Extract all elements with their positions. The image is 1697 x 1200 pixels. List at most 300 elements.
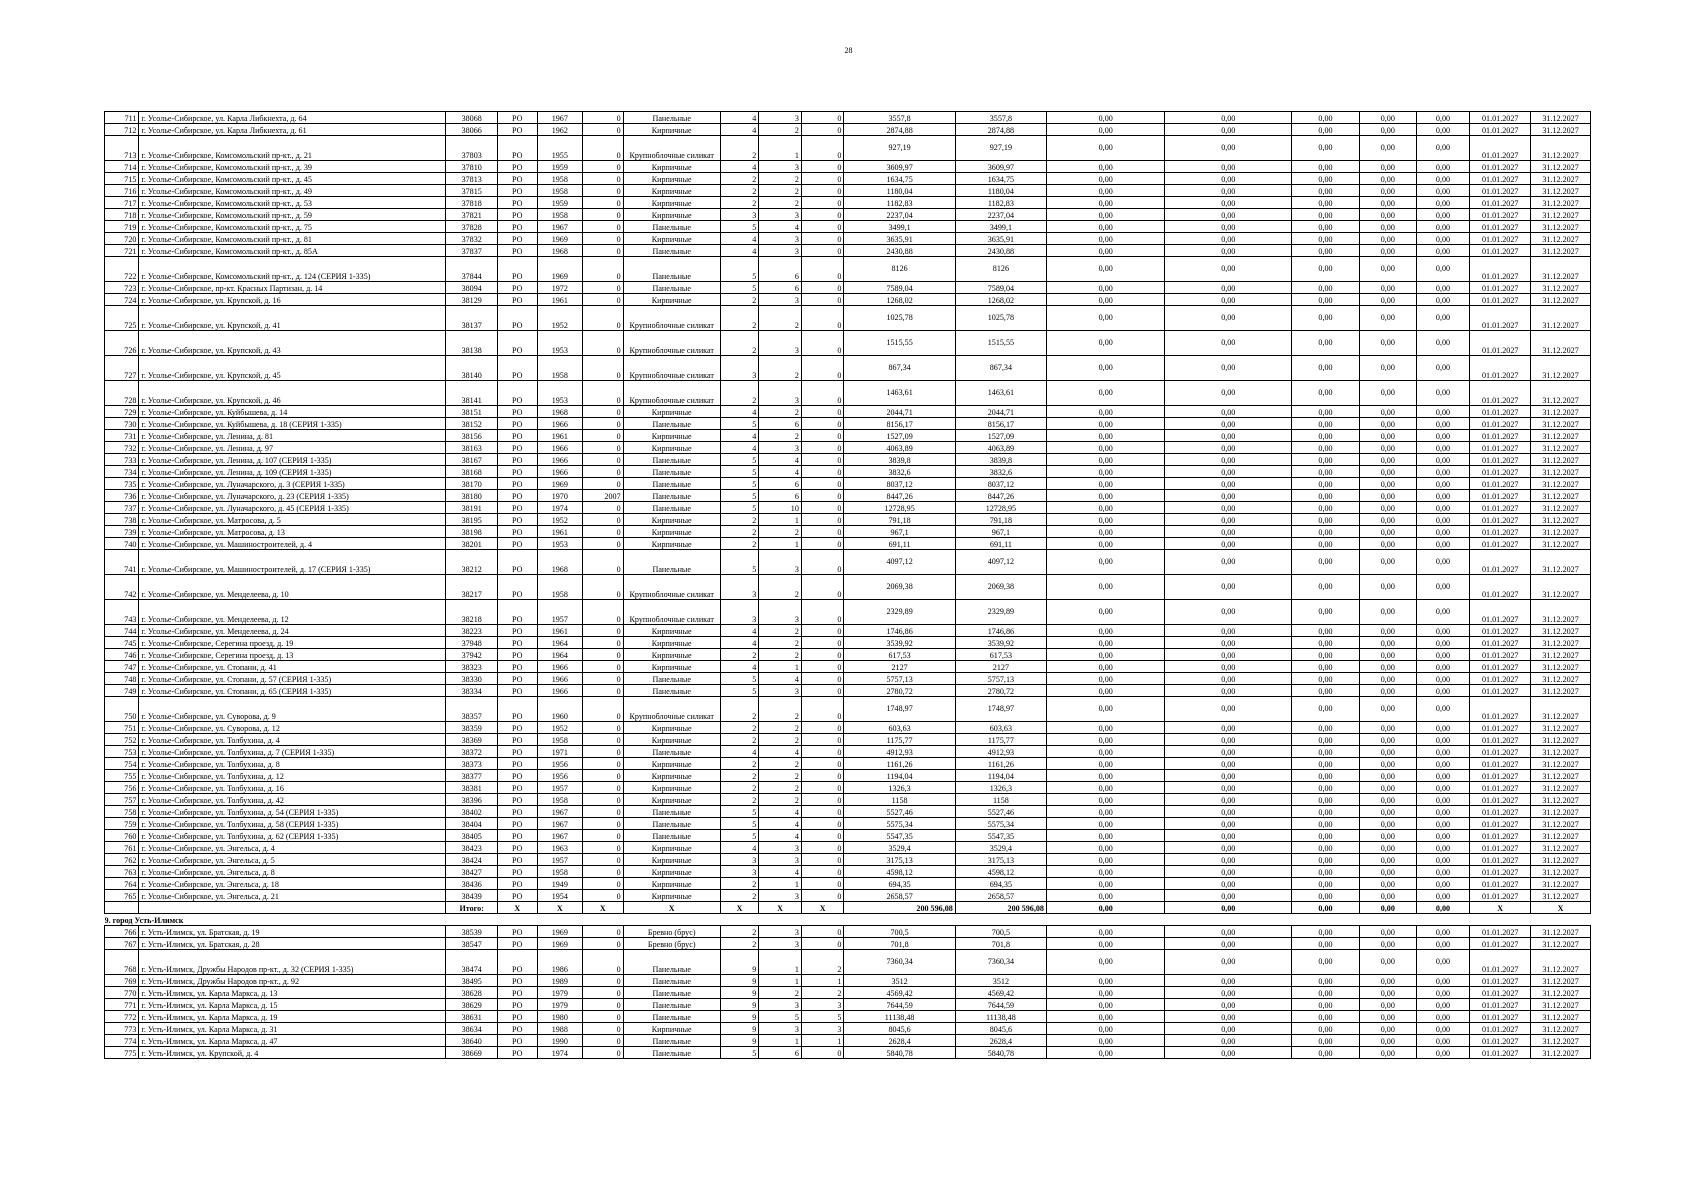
cell-built-year: 1967 — [537, 221, 583, 233]
cell-wall-material: Кирпичные — [623, 185, 720, 197]
cell-cost-4: 0,00 — [1359, 1011, 1416, 1023]
cell-floors: 9 — [720, 1011, 758, 1023]
table-row — [105, 575, 1591, 600]
cell-address: г. Усолье-Сибирское, ул. Энгельса, д. 21 — [139, 890, 446, 902]
cell-built-year: 1979 — [537, 987, 583, 999]
table-row — [105, 406, 1591, 418]
cell-elevators: 0 — [801, 478, 844, 490]
cell-cost-4: 0,00 — [1359, 550, 1416, 575]
cell-cost-1: 0,00 — [1046, 926, 1165, 938]
cell-cost-1: 0,00 — [1046, 406, 1165, 418]
cell-cost-5: 0,00 — [1416, 514, 1470, 526]
cell-living-area: 694,35 — [955, 878, 1046, 890]
cell-renovated-year: 0 — [583, 770, 624, 782]
cell-cost-4: 0,00 — [1359, 442, 1416, 454]
cell-total-area: 8126 — [844, 257, 955, 282]
cell-cost-5: 0,00 — [1416, 697, 1470, 722]
cell-address: г. Усолье-Сибирское, Комсомольский пр-кт., д. 53 — [139, 197, 446, 209]
cell-floors: 3 — [720, 866, 758, 878]
cell-total-area: 3539,92 — [844, 637, 955, 649]
cell-program-code: РО — [498, 538, 538, 550]
cell-entrances: 2 — [759, 526, 802, 538]
cell-end-date: 31.12.2027 — [1531, 442, 1591, 454]
cell-cost-3: 0,00 — [1292, 1047, 1360, 1059]
cell-end-date: 31.12.2027 — [1531, 124, 1591, 136]
total-area: 200 596,08 — [844, 902, 955, 914]
cell-end-date: 31.12.2027 — [1531, 197, 1591, 209]
cell-end-date: 31.12.2027 — [1531, 722, 1591, 734]
cell-entrances: 2 — [759, 173, 802, 185]
cell-program-code: РО — [498, 854, 538, 866]
cell-house-id: 38140 — [446, 356, 498, 381]
cell-total-area: 603,63 — [844, 722, 955, 734]
cell-cost-3: 0,00 — [1292, 866, 1360, 878]
cell-built-year: 1969 — [537, 938, 583, 950]
cell-renovated-year: 0 — [583, 430, 624, 442]
cell-floors: 5 — [720, 1047, 758, 1059]
cell-cost-5: 0,00 — [1416, 331, 1470, 356]
table-row — [105, 649, 1591, 661]
cell-renovated-year: 0 — [583, 661, 624, 673]
cell-cost-5: 0,00 — [1416, 356, 1470, 381]
cell-living-area: 5840,78 — [955, 1047, 1046, 1059]
table-row — [105, 673, 1591, 685]
cell-start-date: 01.01.2027 — [1470, 818, 1531, 830]
cell-program-code: РО — [498, 466, 538, 478]
cell-cost-3: 0,00 — [1292, 161, 1360, 173]
cell-renovated-year: 0 — [583, 502, 624, 514]
table-row — [105, 136, 1591, 161]
cell-renovated-year: 0 — [583, 245, 624, 257]
cell-built-year: 1959 — [537, 197, 583, 209]
cell-living-area: 1746,86 — [955, 625, 1046, 637]
cell-row-number: 733 — [105, 454, 139, 466]
cell-row-number: 745 — [105, 637, 139, 649]
cell-end-date: 31.12.2027 — [1531, 245, 1591, 257]
cell-floors: 3 — [720, 854, 758, 866]
cell-entrances: 2 — [759, 124, 802, 136]
cell-total-area: 2780,72 — [844, 685, 955, 697]
cell-cost-3: 0,00 — [1292, 938, 1360, 950]
cell-address: г. Усолье-Сибирское, Комсомольский пр-кт., д. 39 — [139, 161, 446, 173]
cell-built-year: 1979 — [537, 999, 583, 1011]
cell-renovated-year: 0 — [583, 673, 624, 685]
cell-program-code: РО — [498, 806, 538, 818]
cell-cost-2: 0,00 — [1165, 418, 1292, 430]
cell-elevators: 1 — [801, 1035, 844, 1047]
cell-cost-4: 0,00 — [1359, 661, 1416, 673]
cell-cost-2: 0,00 — [1165, 502, 1292, 514]
cell-total-area: 1463,61 — [844, 381, 955, 406]
cell-floors: 5 — [720, 221, 758, 233]
cell-address: г. Усолье-Сибирское, ул. Куйбышева, д. 14 — [139, 406, 446, 418]
cell-floors: 2 — [720, 649, 758, 661]
cell-program-code: РО — [498, 221, 538, 233]
cell-total-area: 1180,04 — [844, 185, 955, 197]
cell-row-number: 748 — [105, 673, 139, 685]
cell-elevators: 1 — [801, 975, 844, 987]
cell-built-year: 1989 — [537, 975, 583, 987]
cell-elevators: 0 — [801, 221, 844, 233]
cell-entrances: 2 — [759, 770, 802, 782]
table-row — [105, 842, 1591, 854]
cell-total-area: 8156,17 — [844, 418, 955, 430]
cell-entrances: 1 — [759, 975, 802, 987]
cell-address: г. Усолье-Сибирское, ул. Менделеева, д. 10 — [139, 575, 446, 600]
cell-cost-2: 0,00 — [1165, 514, 1292, 526]
cell-built-year: 1966 — [537, 661, 583, 673]
cell-cost-3: 0,00 — [1292, 842, 1360, 854]
cell-cost-4: 0,00 — [1359, 866, 1416, 878]
cell-cost-5: 0,00 — [1416, 294, 1470, 306]
cell-cost-1: 0,00 — [1046, 782, 1165, 794]
cell-address: г. Усолье-Сибирское, ул. Толбухина, д. 58 (СЕРИЯ 1-335) — [139, 818, 446, 830]
cell-house-id: 38138 — [446, 331, 498, 356]
cell-built-year: 1957 — [537, 854, 583, 866]
cell-entrances: 1 — [759, 878, 802, 890]
cell-floors: 2 — [720, 878, 758, 890]
cell-cost-5: 0,00 — [1416, 418, 1470, 430]
cell-cost-3: 0,00 — [1292, 197, 1360, 209]
cell-start-date: 01.01.2027 — [1470, 454, 1531, 466]
cell-cost-1: 0,00 — [1046, 746, 1165, 758]
cell-renovated-year: 0 — [583, 454, 624, 466]
cell-cost-1: 0,00 — [1046, 830, 1165, 842]
cell-start-date: 01.01.2027 — [1470, 987, 1531, 999]
cell-renovated-year: 0 — [583, 818, 624, 830]
cell-row-number: 749 — [105, 685, 139, 697]
table-row — [105, 245, 1591, 257]
cell-address: г. Усолье-Сибирское, ул. Энгельса, д. 4 — [139, 842, 446, 854]
cell-cost-1: 0,00 — [1046, 866, 1165, 878]
cell-floors: 2 — [720, 770, 758, 782]
cell-house-id: 38170 — [446, 478, 498, 490]
cell-entrances: 2 — [759, 575, 802, 600]
cell-renovated-year: 0 — [583, 866, 624, 878]
cell-built-year: 1966 — [537, 442, 583, 454]
cell-floors: 5 — [720, 490, 758, 502]
cell-cost-5: 0,00 — [1416, 818, 1470, 830]
cell-renovated-year: 0 — [583, 854, 624, 866]
cell-house-id: 38424 — [446, 854, 498, 866]
cell-total-area: 3529,4 — [844, 842, 955, 854]
cell-built-year: 1967 — [537, 830, 583, 842]
cell-total-area: 701,8 — [844, 938, 955, 950]
cell-start-date: 01.01.2027 — [1470, 136, 1531, 161]
cell-end-date: 31.12.2027 — [1531, 538, 1591, 550]
cell-cost-1: 0,00 — [1046, 987, 1165, 999]
cell-renovated-year: 0 — [583, 294, 624, 306]
cell-cost-1: 0,00 — [1046, 502, 1165, 514]
cell-house-id: 38436 — [446, 878, 498, 890]
cell-address: г. Усолье-Сибирское, ул. Менделеева, д. 12 — [139, 600, 446, 625]
cell-built-year: 1966 — [537, 418, 583, 430]
cell-cost-5: 0,00 — [1416, 245, 1470, 257]
cell-row-number: 771 — [105, 999, 139, 1011]
cell-living-area: 4063,89 — [955, 442, 1046, 454]
cell-row-number: 716 — [105, 185, 139, 197]
cell-end-date: 31.12.2027 — [1531, 112, 1591, 124]
cell-end-date: 31.12.2027 — [1531, 282, 1591, 294]
cell-cost-1: 0,00 — [1046, 526, 1165, 538]
cell-elevators: 2 — [801, 987, 844, 999]
cell-cost-4: 0,00 — [1359, 197, 1416, 209]
cell-house-id: 38167 — [446, 454, 498, 466]
cell-renovated-year: 0 — [583, 999, 624, 1011]
cell-program-code: РО — [498, 818, 538, 830]
cell-renovated-year: 0 — [583, 538, 624, 550]
cell-living-area: 5575,34 — [955, 818, 1046, 830]
cell-elevators: 0 — [801, 746, 844, 758]
cell-end-date: 31.12.2027 — [1531, 454, 1591, 466]
cell-house-id: 38217 — [446, 575, 498, 600]
cell-wall-material: Бревно (брус) — [623, 926, 720, 938]
cell-total-area: 927,19 — [844, 136, 955, 161]
cell-wall-material: Кирпичные — [623, 233, 720, 245]
table-row — [105, 625, 1591, 637]
cell-cost-5: 0,00 — [1416, 550, 1470, 575]
cell-program-code: РО — [498, 722, 538, 734]
cell-row-number: 763 — [105, 866, 139, 878]
cell-house-id: 38218 — [446, 600, 498, 625]
cell-row-number: 761 — [105, 842, 139, 854]
cell-entrances: 2 — [759, 356, 802, 381]
cell-cost-4: 0,00 — [1359, 1047, 1416, 1059]
cell-cost-4: 0,00 — [1359, 1035, 1416, 1047]
cell-living-area: 3635,91 — [955, 233, 1046, 245]
cell-cost-3: 0,00 — [1292, 818, 1360, 830]
cell-house-id: 38539 — [446, 926, 498, 938]
cell-end-date: 31.12.2027 — [1531, 257, 1591, 282]
cell-entrances: 3 — [759, 999, 802, 1011]
cell-cost-2: 0,00 — [1165, 245, 1292, 257]
cell-cost-3: 0,00 — [1292, 124, 1360, 136]
cell-address: г. Усолье-Сибирское, Комсомольский пр-кт., д. 21 — [139, 136, 446, 161]
cell-end-date: 31.12.2027 — [1531, 406, 1591, 418]
cell-address: г. Усолье-Сибирское, ул. Толбухина, д. 4 — [139, 734, 446, 746]
cell-built-year: 1954 — [537, 890, 583, 902]
cell-cost-1: 0,00 — [1046, 685, 1165, 697]
cell-living-area: 3839,8 — [955, 454, 1046, 466]
cell-total-area: 3839,8 — [844, 454, 955, 466]
cell-cost-4: 0,00 — [1359, 221, 1416, 233]
cell-end-date: 31.12.2027 — [1531, 625, 1591, 637]
cell-elevators: 0 — [801, 381, 844, 406]
cell-house-id: 38066 — [446, 124, 498, 136]
cell-renovated-year: 0 — [583, 185, 624, 197]
cell-cost-5: 0,00 — [1416, 257, 1470, 282]
cell-floors: 4 — [720, 625, 758, 637]
cell-end-date: 31.12.2027 — [1531, 331, 1591, 356]
cell-entrances: 1 — [759, 661, 802, 673]
cell-floors: 3 — [720, 575, 758, 600]
cell-wall-material: Кирпичные — [623, 209, 720, 221]
table-row — [105, 514, 1591, 526]
cell-address: г. Усолье-Сибирское, ул. Матросова, д. 5 — [139, 514, 446, 526]
cell-wall-material: Крупноблочные силикат — [623, 381, 720, 406]
cell-program-code: РО — [498, 1011, 538, 1023]
cell-cost-1: 0,00 — [1046, 950, 1165, 975]
cell-row-number: 754 — [105, 758, 139, 770]
cell-start-date: 01.01.2027 — [1470, 999, 1531, 1011]
cell-cost-1: 0,00 — [1046, 890, 1165, 902]
total-x: Х — [1531, 902, 1591, 914]
cell-living-area: 2658,57 — [955, 890, 1046, 902]
cell-cost-1: 0,00 — [1046, 1047, 1165, 1059]
cell-total-area: 3512 — [844, 975, 955, 987]
cell-address: г. Усолье-Сибирское, ул. Крупской, д. 43 — [139, 331, 446, 356]
cell-elevators: 3 — [801, 1023, 844, 1035]
cell-house-id: 38191 — [446, 502, 498, 514]
cell-wall-material: Панельные — [623, 818, 720, 830]
cell-start-date: 01.01.2027 — [1470, 673, 1531, 685]
cell-cost-1: 0,00 — [1046, 806, 1165, 818]
cell-renovated-year: 0 — [583, 758, 624, 770]
cell-address: г. Усолье-Сибирское, Комсомольский пр-кт., д. 124 (СЕРИЯ 1-335) — [139, 257, 446, 282]
cell-built-year: 1962 — [537, 124, 583, 136]
cell-cost-5: 0,00 — [1416, 734, 1470, 746]
cell-entrances: 6 — [759, 1047, 802, 1059]
cell-cost-1: 0,00 — [1046, 550, 1165, 575]
cell-living-area: 2044,71 — [955, 406, 1046, 418]
cell-house-id: 38323 — [446, 661, 498, 673]
cell-total-area: 3499,1 — [844, 221, 955, 233]
cell-built-year: 1957 — [537, 600, 583, 625]
table-row — [105, 282, 1591, 294]
cell-floors: 2 — [720, 514, 758, 526]
cell-cost-4: 0,00 — [1359, 526, 1416, 538]
cell-cost-4: 0,00 — [1359, 625, 1416, 637]
cell-renovated-year: 0 — [583, 734, 624, 746]
cell-program-code: РО — [498, 950, 538, 975]
cell-living-area: 8447,26 — [955, 490, 1046, 502]
cell-row-number: 718 — [105, 209, 139, 221]
cell-cost-4: 0,00 — [1359, 161, 1416, 173]
cell-living-area: 1025,78 — [955, 306, 1046, 331]
cell-start-date: 01.01.2027 — [1470, 575, 1531, 600]
cell-cost-2: 0,00 — [1165, 575, 1292, 600]
cell-cost-5: 0,00 — [1416, 221, 1470, 233]
cell-cost-1: 0,00 — [1046, 625, 1165, 637]
cell-cost-3: 0,00 — [1292, 575, 1360, 600]
cell-cost-5: 0,00 — [1416, 454, 1470, 466]
cell-wall-material: Кирпичные — [623, 734, 720, 746]
cell-living-area: 11138,48 — [955, 1011, 1046, 1023]
cell-start-date: 01.01.2027 — [1470, 381, 1531, 406]
cell-program-code: РО — [498, 136, 538, 161]
cell-cost-1: 0,00 — [1046, 734, 1165, 746]
cell-living-area: 3512 — [955, 975, 1046, 987]
cell-address: г. Усть-Илимск, ул. Карла Маркса, д. 13 — [139, 987, 446, 999]
cell-start-date: 01.01.2027 — [1470, 526, 1531, 538]
cell-living-area: 2874,88 — [955, 124, 1046, 136]
cell-start-date: 01.01.2027 — [1470, 514, 1531, 526]
cell-cost-1: 0,00 — [1046, 794, 1165, 806]
cell-floors: 9 — [720, 987, 758, 999]
cell-cost-2: 0,00 — [1165, 938, 1292, 950]
cell-entrances: 4 — [759, 866, 802, 878]
cell-wall-material: Панельные — [623, 987, 720, 999]
cell-cost-5: 0,00 — [1416, 442, 1470, 454]
cell-program-code: РО — [498, 637, 538, 649]
cell-start-date: 01.01.2027 — [1470, 890, 1531, 902]
table-row — [105, 381, 1591, 406]
cell-entrances: 2 — [759, 722, 802, 734]
cell-cost-5: 0,00 — [1416, 1047, 1470, 1059]
cell-cost-5: 0,00 — [1416, 502, 1470, 514]
cell-total-area: 5527,46 — [844, 806, 955, 818]
cell-cost-4: 0,00 — [1359, 356, 1416, 381]
cell-renovated-year: 0 — [583, 257, 624, 282]
cell-cost-2: 0,00 — [1165, 866, 1292, 878]
cell-renovated-year: 0 — [583, 842, 624, 854]
cell-end-date: 31.12.2027 — [1531, 770, 1591, 782]
cell-wall-material: Панельные — [623, 418, 720, 430]
cell-row-number: 766 — [105, 926, 139, 938]
cell-house-id: 38439 — [446, 890, 498, 902]
cell-cost-2: 0,00 — [1165, 734, 1292, 746]
cell-renovated-year: 0 — [583, 442, 624, 454]
cell-cost-4: 0,00 — [1359, 331, 1416, 356]
cell-cost-5: 0,00 — [1416, 625, 1470, 637]
cell-address: г. Усолье-Сибирское, пр-кт. Красных Партизан, д. 14 — [139, 282, 446, 294]
cell-wall-material: Кирпичные — [623, 161, 720, 173]
cell-cost-4: 0,00 — [1359, 454, 1416, 466]
cell-elevators: 0 — [801, 209, 844, 221]
cell-total-area: 2237,04 — [844, 209, 955, 221]
cell-renovated-year: 0 — [583, 987, 624, 999]
cell-house-id: 38628 — [446, 987, 498, 999]
cell-row-number: 773 — [105, 1023, 139, 1035]
table-row — [105, 454, 1591, 466]
cell-entrances: 3 — [759, 550, 802, 575]
cell-cost-2: 0,00 — [1165, 526, 1292, 538]
cell-living-area: 701,8 — [955, 938, 1046, 950]
cell-start-date: 01.01.2027 — [1470, 173, 1531, 185]
table-row — [105, 758, 1591, 770]
cell-row-number: 729 — [105, 406, 139, 418]
total-zero: 0,00 — [1416, 902, 1470, 914]
cell-end-date: 31.12.2027 — [1531, 1023, 1591, 1035]
table-row — [105, 1023, 1591, 1035]
cell-row-number: 727 — [105, 356, 139, 381]
cell-total-area: 2430,88 — [844, 245, 955, 257]
cell-start-date: 01.01.2027 — [1470, 442, 1531, 454]
cell-program-code: РО — [498, 245, 538, 257]
cell-cost-4: 0,00 — [1359, 649, 1416, 661]
cell-wall-material: Кирпичные — [623, 866, 720, 878]
cell-address: г. Усолье-Сибирское, Комсомольский пр-кт., д. 49 — [139, 185, 446, 197]
cell-cost-3: 0,00 — [1292, 746, 1360, 758]
cell-built-year: 1966 — [537, 685, 583, 697]
cell-address: г. Усолье-Сибирское, ул. Машиностроителей, д. 4 — [139, 538, 446, 550]
cell-total-area: 967,1 — [844, 526, 955, 538]
cell-entrances: 2 — [759, 406, 802, 418]
cell-total-area: 5840,78 — [844, 1047, 955, 1059]
cell-program-code: РО — [498, 661, 538, 673]
cell-living-area: 2237,04 — [955, 209, 1046, 221]
cell-cost-1: 0,00 — [1046, 245, 1165, 257]
cell-row-number: 755 — [105, 770, 139, 782]
total-zero: 0,00 — [1046, 902, 1165, 914]
cell-total-area: 1175,77 — [844, 734, 955, 746]
cell-start-date: 01.01.2027 — [1470, 1035, 1531, 1047]
cell-living-area: 1161,26 — [955, 758, 1046, 770]
cell-floors: 2 — [720, 538, 758, 550]
cell-address: г. Усть-Илимск, ул. Карла Маркса, д. 19 — [139, 1011, 446, 1023]
cell-cost-4: 0,00 — [1359, 306, 1416, 331]
cell-elevators: 3 — [801, 999, 844, 1011]
